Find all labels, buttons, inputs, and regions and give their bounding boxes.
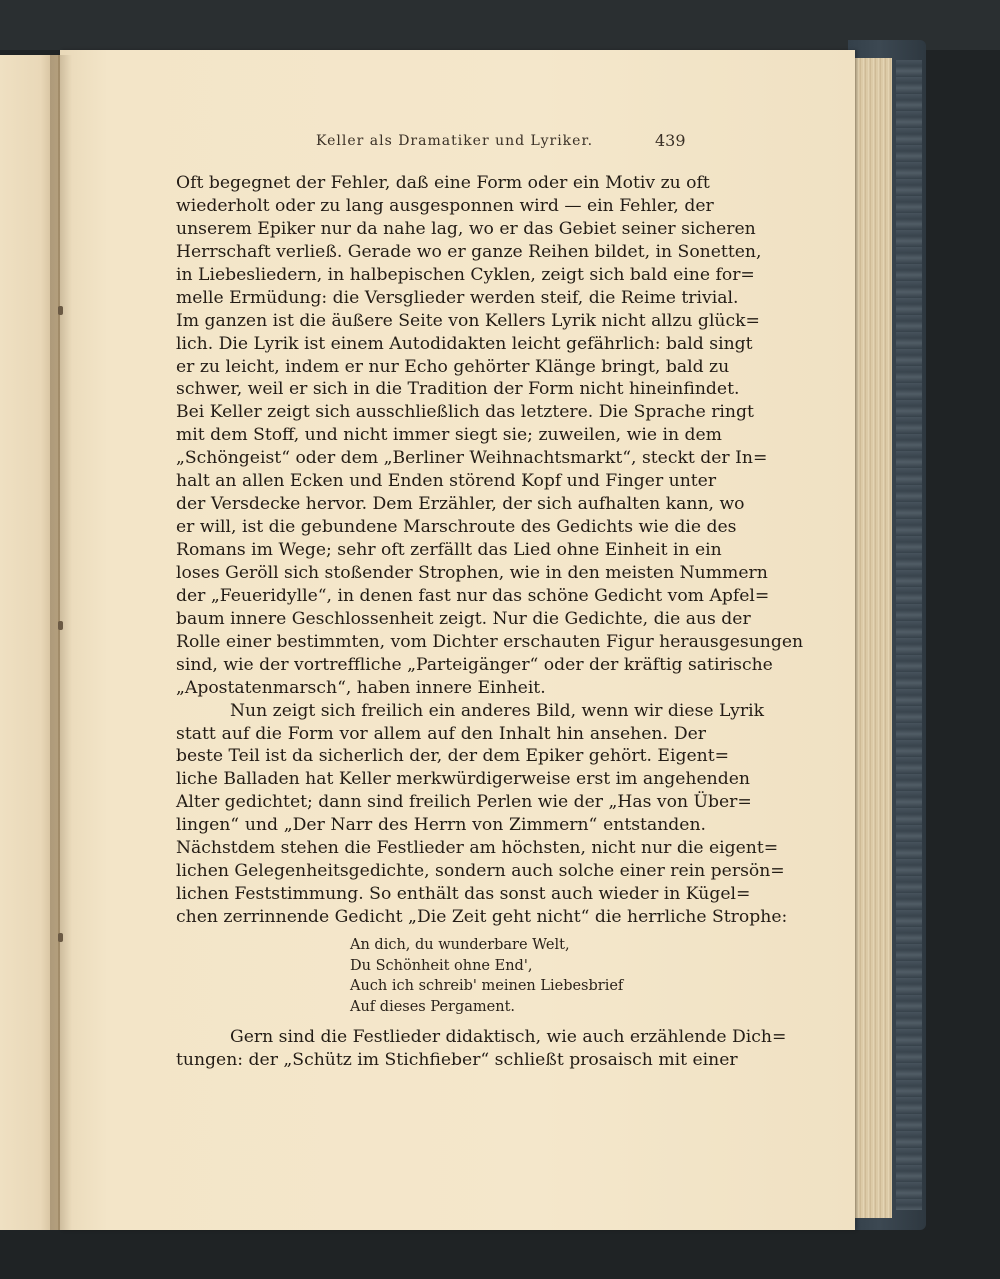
text-line: der „Feueridylle“, in denen fast nur das schöne Gedicht vom Apfel=	[176, 585, 770, 606]
text-line: lichen Gelegenheitsgedichte, sondern auch solche einer rein persön=	[176, 861, 785, 882]
text-line: liche Balladen hat Keller merkwürdigerweise erst im angehenden	[176, 769, 750, 790]
margin-mark	[58, 933, 63, 942]
running-head: Keller als Dramatiker und Lyriker.	[316, 133, 594, 149]
text-line: Herrschaft verließ. Gerade wo er ganze Reihen bildet, in Sonetten,	[176, 241, 762, 262]
text-line: mit dem Stoff, und nicht immer siegt sie; zuweilen, wie in dem	[176, 425, 722, 446]
page-edges	[852, 58, 892, 1218]
text-line: Rolle einer bestimmten, vom Dichter erschauten Figur herausgesungen	[176, 631, 804, 652]
text-line: lingen“ und „Der Narr des Herrn von Zimmern“ entstanden.	[176, 815, 706, 836]
text-line: wiederholt oder zu lang ausgesponnen wird — ein Fehler, der	[176, 195, 714, 216]
verse-line: Du Schönheit ohne End',	[350, 957, 533, 974]
text-line: Gern sind die Festlieder didaktisch, wie auch erzählende Dich=	[230, 1026, 787, 1047]
text-line: beste Teil ist da sicherlich der, der dem Epiker gehört. Eigent=	[176, 746, 730, 767]
text-line: er will, ist die gebundene Marschroute des Gedichts wie die des	[176, 517, 737, 538]
text-line: „Schöngeist“ oder dem „Berliner Weihnachtsmarkt“, steckt der In=	[176, 448, 768, 469]
text-line: chen zerrinnende Gedicht „Die Zeit geht nicht“ die herrliche Strophe:	[176, 907, 788, 927]
text-line: er zu leicht, indem er nur Echo gehörter Klänge bringt, bald zu	[176, 356, 730, 377]
paragraph	[176, 700, 788, 929]
text-line: baum innere Geschlossenheit zeigt. Nur die Gedichte, die aus der	[176, 608, 751, 629]
text-line: lichen Feststimmung. So enthält das sonst auch wieder in Kügel=	[176, 884, 751, 905]
verse-line: Auch ich schreib' meinen Liebesbrief	[350, 978, 624, 995]
margin-mark	[58, 621, 63, 630]
body-text	[176, 172, 804, 1072]
text-line: Im ganzen ist die äußere Seite von Kellers Lyrik nicht allzu glück=	[176, 310, 760, 331]
text-line: loses Geröll sich stoßender Strophen, wie in den meisten Nummern	[176, 562, 768, 583]
margin-mark	[58, 306, 63, 315]
text-line: lich. Die Lyrik ist einem Autodidakten leicht gefährlich: bald singt	[176, 333, 753, 354]
text-line: melle Ermüdung: die Versglieder werden steif, die Reime trivial.	[176, 287, 739, 308]
verse-line: Auf dieses Pergament.	[350, 999, 516, 1015]
text-line: sind, wie der vortreffliche „Parteigänger“ oder der kräftig satirische	[176, 654, 773, 675]
text-line: tungen: der „Schütz im Stichfieber“ schließt prosaisch mit einer	[176, 1049, 738, 1070]
verse-line: An dich, du wunderbare Welt,	[350, 936, 570, 953]
text-line: Nun zeigt sich freilich ein anderes Bild, wenn wir diese Lyrik	[230, 700, 764, 721]
text-line: Alter gedichtet; dann sind freilich Perlen wie der „Has von Über=	[176, 792, 752, 813]
text-line: in Liebesliedern, in halbepischen Cyklen, zeigt sich bald eine for=	[176, 264, 755, 285]
text-line: Nächstdem stehen die Festlieder am höchsten, nicht nur die eigent=	[176, 838, 779, 859]
page-number: 439	[655, 131, 686, 150]
text-line: halt an allen Ecken und Enden störend Kopf und Finger unter	[176, 471, 717, 492]
text-line: Bei Keller zeigt sich ausschließlich das letztere. Die Sprache ringt	[176, 402, 754, 423]
cover-texture	[896, 60, 922, 1210]
paragraph	[176, 172, 804, 700]
paragraph	[176, 1026, 787, 1072]
text-line: Oft begegnet der Fehler, daß eine Form oder ein Motiv zu oft	[176, 173, 710, 193]
text-line: schwer, weil er sich in die Tradition der Form nicht hineinfindet.	[176, 379, 740, 400]
text-line: der Versdecke hervor. Dem Erzähler, der sich aufhalten kann, wo	[176, 494, 745, 515]
text-line: statt auf die Form vor allem auf den Inhalt hin ansehen. Der	[176, 723, 706, 744]
text-line: Romans im Wege; sehr oft zerfällt das Lied ohne Einheit in ein	[176, 540, 722, 560]
text-line: unserem Epiker nur da nahe lag, wo er das Gebiet seiner sicheren	[176, 218, 756, 239]
gutter-shadow	[50, 55, 72, 1230]
verse-quote	[176, 935, 706, 1018]
text-line: „Apostatenmarsch“, haben innere Einheit.	[176, 677, 546, 698]
